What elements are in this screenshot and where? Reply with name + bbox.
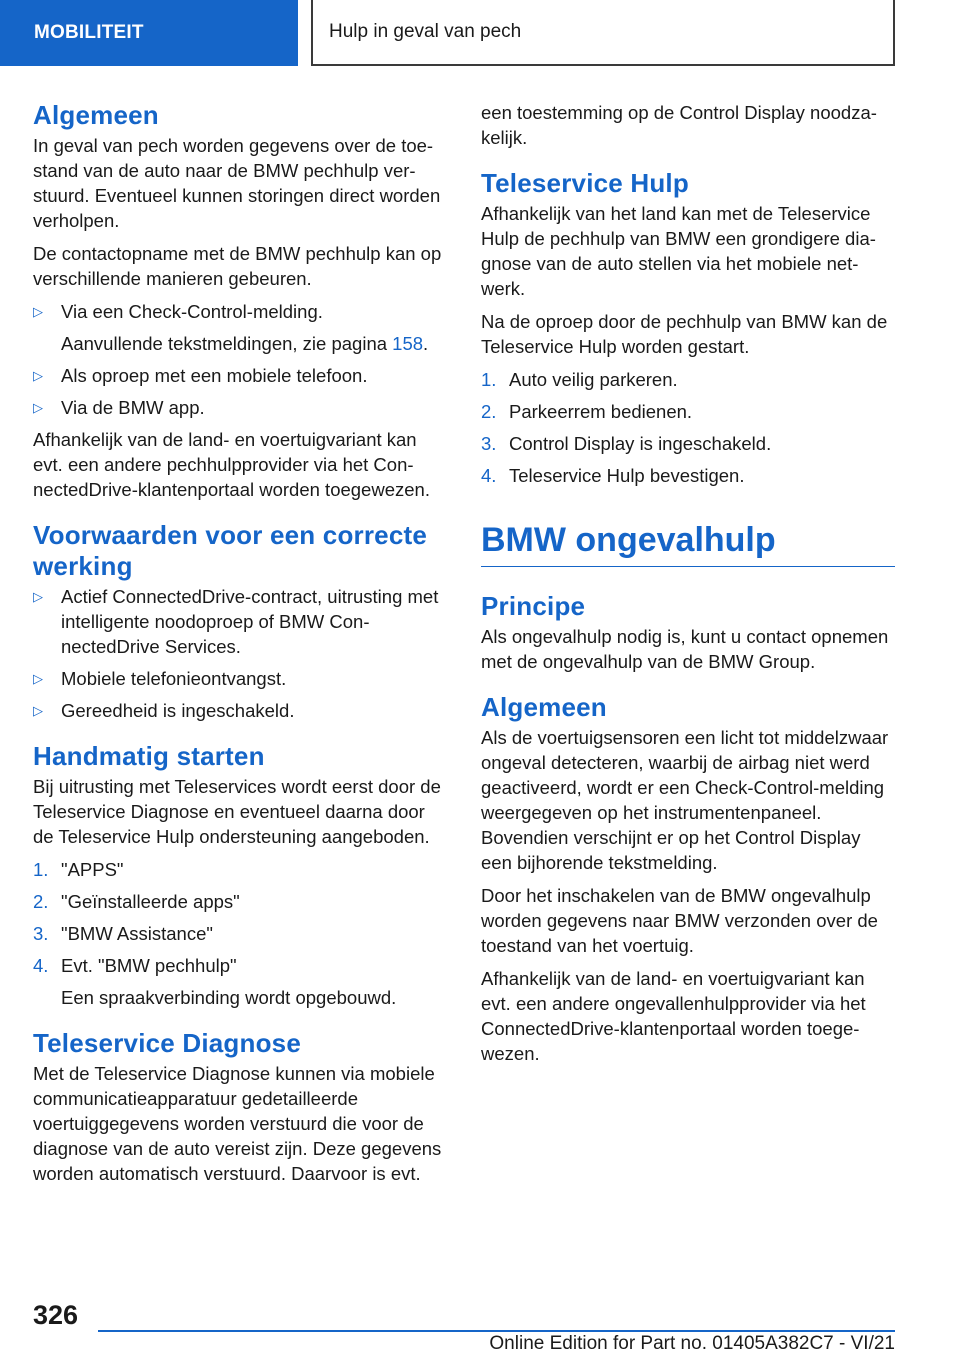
step-text: "APPS" <box>61 859 124 880</box>
list-item <box>33 299 450 356</box>
triangle-right-icon: ▷ <box>33 400 43 415</box>
list-item-subtext <box>61 331 450 356</box>
list-item <box>33 666 450 691</box>
step-subtext: Een spraakverbinding wordt opgebouwd. <box>61 987 397 1008</box>
list-item-text: Via een Check-Control-melding. <box>61 301 323 322</box>
paragraph: Door het inschakelen van de BMW ongevalhulp worden gegevens naar BMW verzonden over de toestand van het voertuig. <box>481 885 878 956</box>
step-number: 1. <box>33 859 49 880</box>
step-number: 4. <box>481 465 497 486</box>
heading-ongevalhulp: BMW ongevalhulp <box>481 518 895 567</box>
list-item <box>33 395 450 420</box>
contact-methods-list <box>33 299 450 420</box>
heading-teleservice-hulp: Teleservice Hulp <box>481 168 689 198</box>
chapter-title: Hulp in geval van pech <box>329 21 522 42</box>
step-number: 2. <box>481 401 497 422</box>
paragraph: een toestemming op de Control Display noodzakelijk. <box>481 102 877 148</box>
chapter-header <box>311 0 895 66</box>
step-item <box>481 463 895 488</box>
heading-algemeen-2: Algemeen <box>481 692 607 722</box>
list-item-text: Gereedheid is ingeschakeld. <box>61 700 295 721</box>
manual-start-steps <box>33 857 450 1010</box>
subtext-prefix: Aanvullende tekstmeldingen, zie pagina <box>61 333 393 354</box>
paragraph: Als ongevalhulp nodig is, kunt u contact opnemen met de ongevalhulp van de BMW Group. <box>481 626 889 672</box>
step-number: 4. <box>33 955 49 976</box>
paragraph: Afhankelijk van het land kan met de Teleservice Hulp de pechhulp van BMW een grondigere diagnose van de auto stellen via het mobiele netwerk. <box>481 203 876 299</box>
heading-voorwaarden: Voorwaarden voor een correcte werking <box>33 520 428 581</box>
paragraph: Afhankelijk van de land- en voertuigvariant kan evt. een andere ongevallenhulpprovider via het ConnectedDrive-klantenportaal worden toegewezen. <box>481 968 866 1064</box>
step-item <box>33 857 450 882</box>
triangle-right-icon: ▷ <box>33 671 43 686</box>
step-item <box>481 399 895 424</box>
triangle-right-icon: ▷ <box>33 703 43 718</box>
step-item <box>33 889 450 914</box>
teleservice-steps <box>481 367 895 488</box>
page-link[interactable]: 158 <box>392 333 424 354</box>
heading-principe: Principe <box>481 591 586 621</box>
paragraph: Bij uitrusting met Teleservices wordt eerst door de Teleservice Diagnose en eventueel daarna door de Teleservice Hulp ondersteuning aangeboden. <box>33 776 441 847</box>
step-item <box>33 921 450 946</box>
list-item-text: Via de BMW app. <box>61 397 205 418</box>
section-tab <box>0 0 298 66</box>
list-item <box>33 363 450 388</box>
step-text: "BMW Assistance" <box>61 923 213 944</box>
heading-handmatig: Handmatig starten <box>33 741 265 771</box>
list-item-text: Als oproep met een mobiele telefoon. <box>61 365 368 386</box>
step-text: "Geïnstalleerde apps" <box>61 891 240 912</box>
paragraph: De contactopname met de BMW pechhulp kan op verschillende manieren gebeuren. <box>33 243 442 289</box>
list-item-text: Mobiele telefonieontvangst. <box>61 668 287 689</box>
list-item <box>33 584 450 659</box>
step-item <box>481 431 895 456</box>
heading-algemeen: Algemeen <box>33 100 159 130</box>
step-number: 1. <box>481 369 497 390</box>
paragraph: Afhankelijk van de land- en voertuigvariant kan evt. een andere pechhulpprovider via het ConnectedDrive-klantenportaal worden toegewezen. <box>33 429 430 500</box>
list-item <box>33 698 450 723</box>
list-item-text: Actief ConnectedDrive-contract, uitrusting met intelligente noodoproep of BMW ConnectedDrive Services. <box>61 586 439 657</box>
step-text: Auto veilig parkeren. <box>509 369 678 390</box>
step-item <box>481 367 895 392</box>
page-number: 326 <box>33 1300 79 1330</box>
paragraph: Na de oproep door de pechhulp van BMW kan de Teleservice Hulp worden gestart. <box>481 311 888 357</box>
step-text: Parkeerrem bedienen. <box>509 401 693 422</box>
step-text: Teleservice Hulp bevestigen. <box>509 465 745 486</box>
step-number: 2. <box>33 891 49 912</box>
step-text: Evt. "BMW pechhulp" <box>61 955 237 976</box>
paragraph: Als de voertuigsensoren een licht tot middelzwaar ongeval detecteren, waarbij de airbag niet werd geactiveerd, wordt er een Check-Control-melding weergegeven op het instrumentenpaneel. Bovendien verschijnt er op het Control Display een bijhorende tekstmelding. <box>481 727 889 873</box>
step-item <box>33 953 450 1010</box>
triangle-right-icon: ▷ <box>33 304 43 319</box>
edition-note: Online Edition for Part no. 01405A382C7 - VI/21 <box>489 1333 895 1354</box>
subtext-suffix: . <box>423 333 429 354</box>
paragraph: In geval van pech worden gegevens over de toestand van de auto naar de BMW pechhulp verstuurd. Eventueel kunnen storingen direct worden verholpen. <box>33 135 441 231</box>
step-number: 3. <box>481 433 497 454</box>
heading-diagnose: Teleservice Diagnose <box>33 1028 301 1058</box>
requirements-list <box>33 584 450 723</box>
section-title: MOBILITEIT <box>34 22 144 43</box>
step-text: Control Display is ingeschakeld. <box>509 433 772 454</box>
triangle-right-icon: ▷ <box>33 368 43 383</box>
triangle-right-icon: ▷ <box>33 589 43 604</box>
step-number: 3. <box>33 923 49 944</box>
right-column <box>481 100 895 1074</box>
left-column <box>33 100 450 1194</box>
paragraph: Met de Teleservice Diagnose kunnen via mobiele communicatieapparatuur gedetailleerde voertuiggegevens worden verstuurd die voor de diagnose van de auto vereist zijn. Deze gegevens worden automatisch verstuurd. Daarvoor is evt. <box>33 1063 442 1184</box>
footer-divider <box>98 1330 895 1332</box>
